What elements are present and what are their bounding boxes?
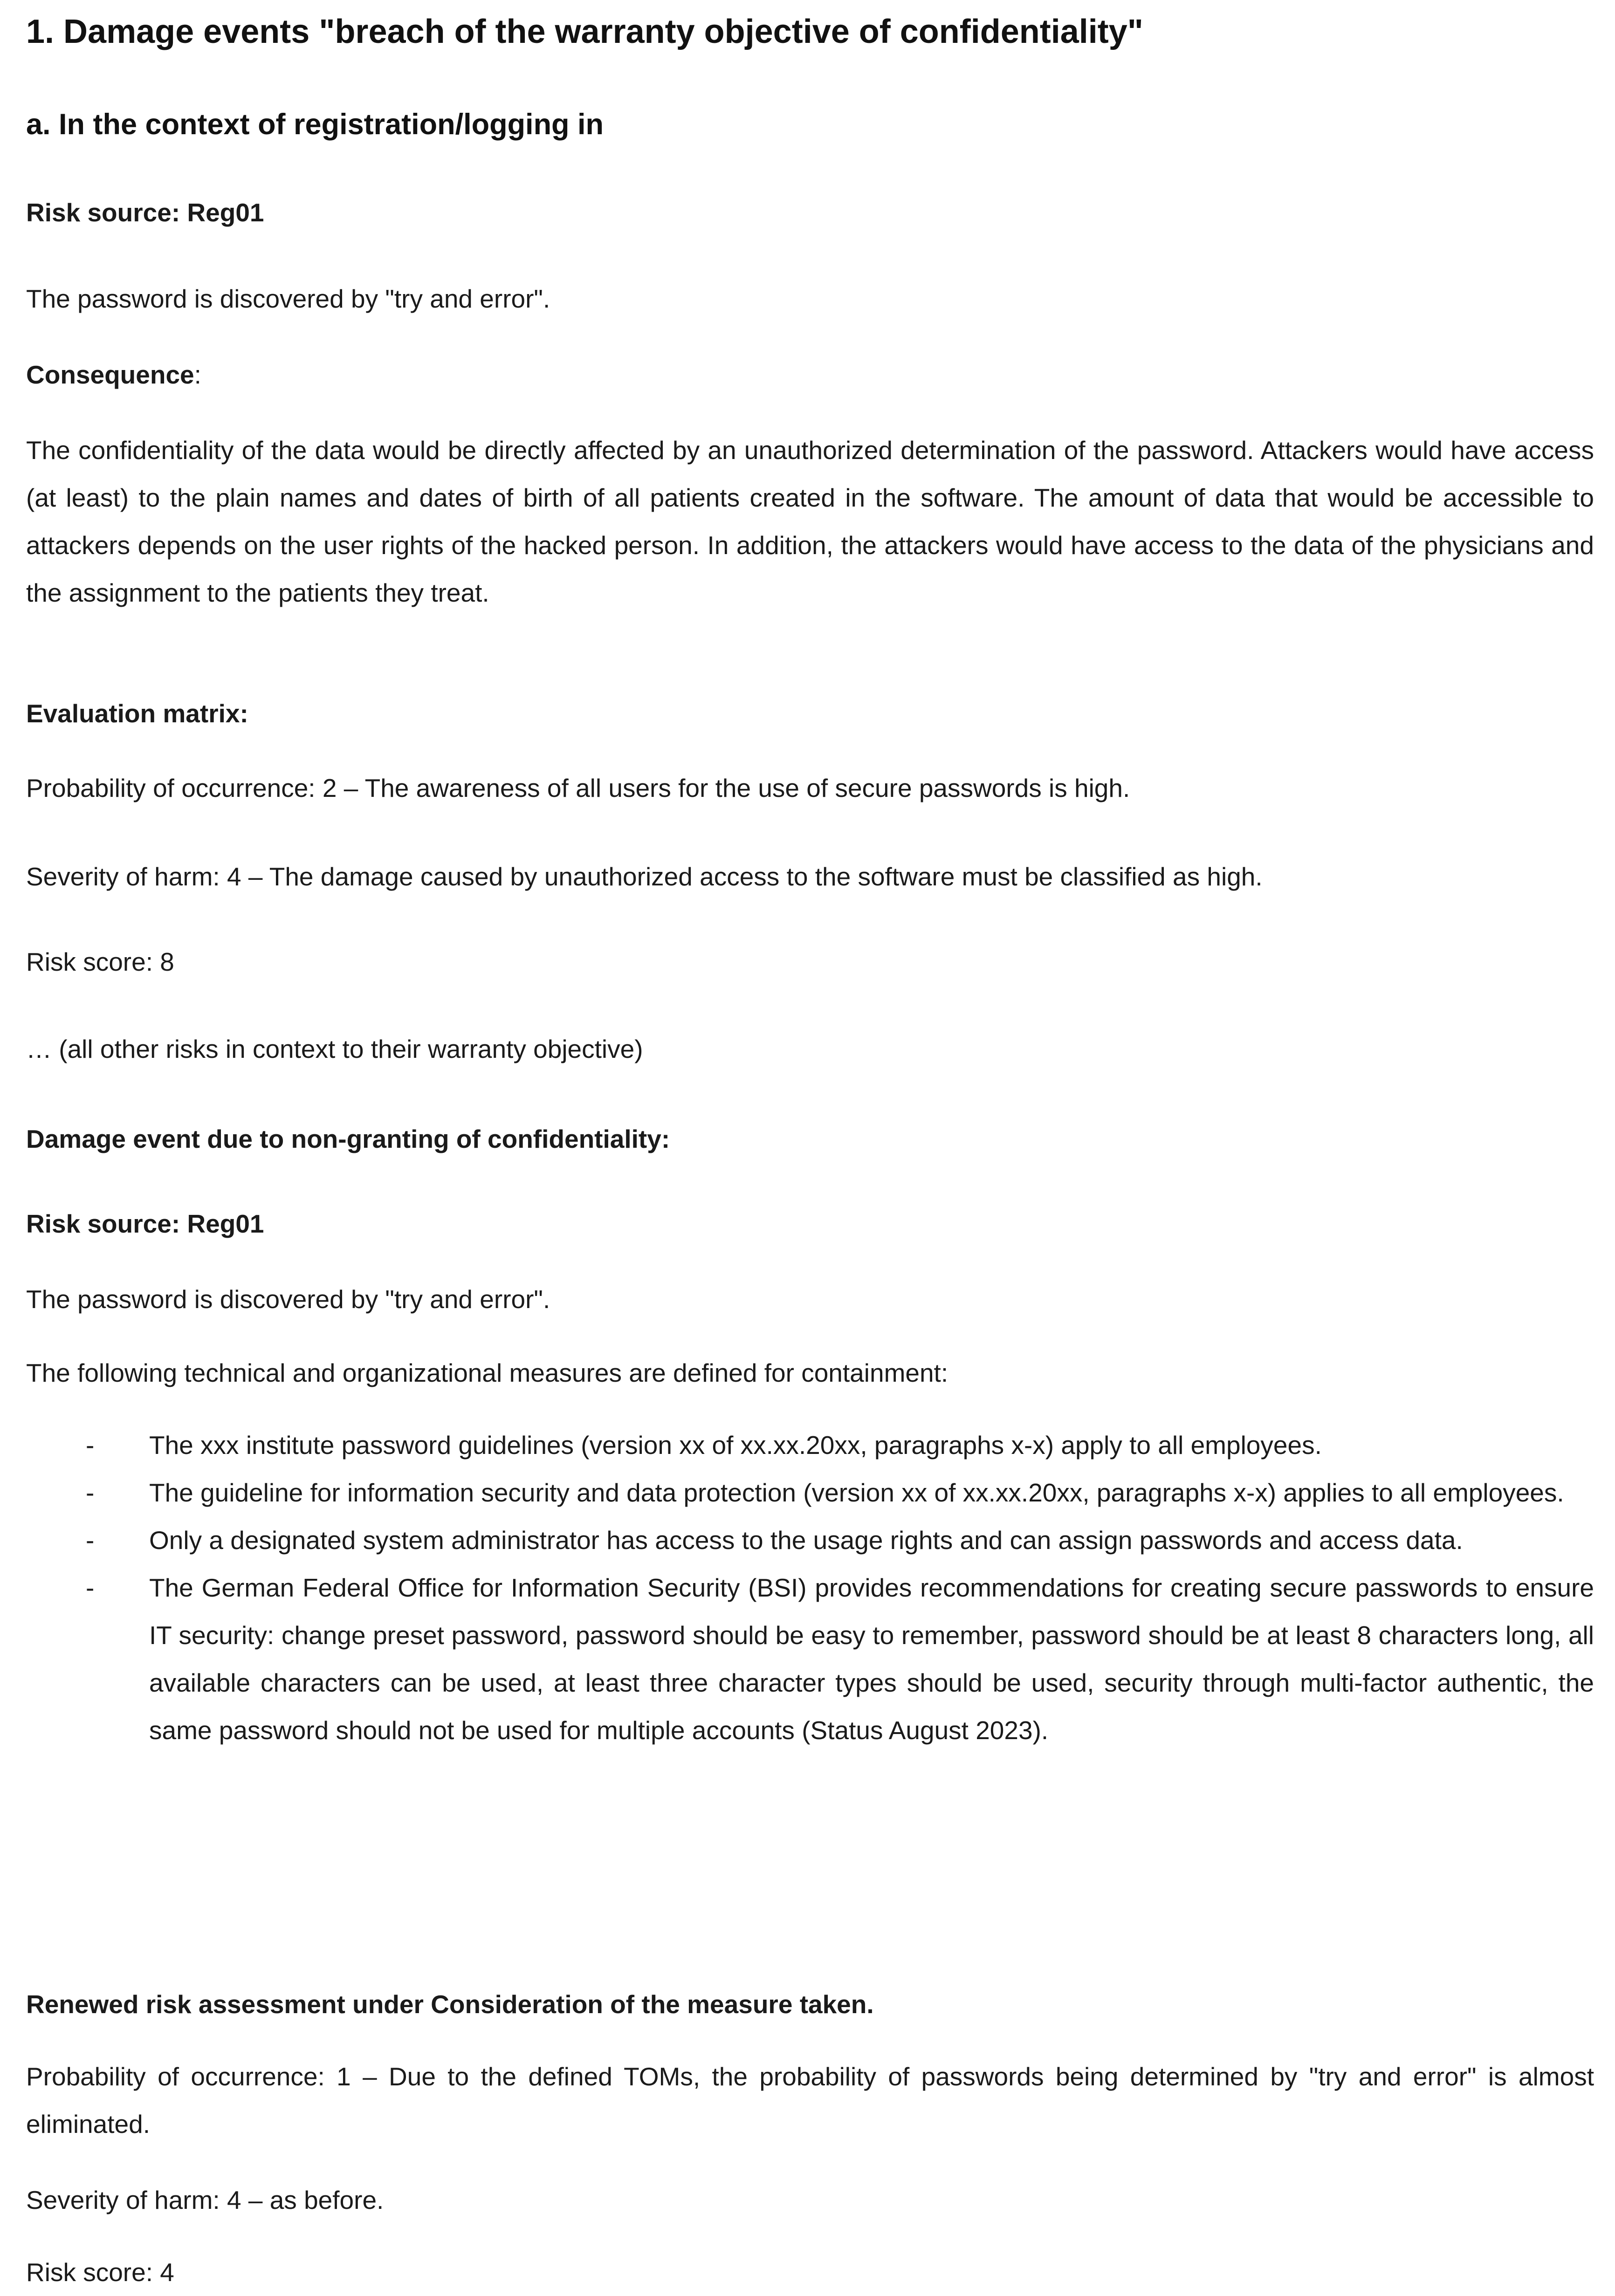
other-risks-note: … (all other risks in context to their warranty objective) <box>26 1035 643 1063</box>
severity-of-harm: Severity of harm: 4 – The damage caused by unauthorized access to the software must be classified as high. <box>26 862 1263 891</box>
section-subtitle: a. In the context of registration/logging in <box>26 108 604 141</box>
risk-source-label: Risk source: Reg01 <box>26 198 264 227</box>
renewed-severity: Severity of harm: 4 – as before. <box>26 2186 384 2214</box>
measure-item <box>26 1564 1594 1754</box>
consequence-label: Consequence <box>26 360 194 389</box>
evaluation-matrix-label: Evaluation matrix: <box>26 699 248 728</box>
measure-item <box>26 1516 1594 1564</box>
bullet-dash: - <box>86 1431 95 1460</box>
measures-list <box>26 1421 1594 1754</box>
risk-description-2: The password is discovered by "try and error". <box>26 1285 550 1314</box>
measure-text: The xxx institute password guidelines (version xx of xx.xx.20xx, paragraphs x-x) apply to all employees. <box>149 1431 1322 1460</box>
risk-score: Risk score: 8 <box>26 947 174 976</box>
measure-item <box>26 1469 1594 1516</box>
renewed-probability: Probability of occurrence: 1 – Due to the defined TOMs, the probability of passwords being determined by "try and error" is almost eliminated. <box>26 2062 1594 2138</box>
damage-event-heading: Damage event due to non-granting of confidentiality: <box>26 1124 670 1153</box>
consequence-heading <box>26 351 1594 398</box>
consequence-text: The confidentiality of the data would be directly affected by an unauthorized determination of the password. Attackers would have access (at least) to the plain names and dates of birth of all patients created in the software. The amount of data that would be accessible to attackers depends on the user rights of the hacked person. In addition, the attackers would have access to the data of the physicians and the assignment to the patients they treat. <box>26 436 1594 607</box>
renewed-risk-score: Risk score: 4 <box>26 2258 174 2287</box>
measure-text: The guideline for information security and data protection (version xx of xx.xx.20xx, paragraphs x-x) applies to all employees. <box>149 1478 1564 1507</box>
risk-source-label-2: Risk source: Reg01 <box>26 1209 264 1238</box>
document-title: 1. Damage events "breach of the warranty objective of confidentiality" <box>26 13 1143 50</box>
measure-text: The German Federal Office for Information Security (BSI) provides recommendations for creating secure passwords to ensure IT security: change preset password, password should be easy to remember, password should be at least 8 characters long, all available characters can be used, at least three character types should be used, security through multi-factor authentic, the same password should not be used for multiple accounts (Status August 2023). <box>149 1573 1594 1745</box>
measure-text: Only a designated system administrator has access to the usage rights and can assign passwords and access data. <box>149 1526 1463 1555</box>
bullet-dash: - <box>86 1573 95 1602</box>
risk-description: The password is discovered by "try and error". <box>26 284 550 313</box>
renewed-assessment-heading: Renewed risk assessment under Consideration of the measure taken. <box>26 1990 874 2019</box>
bullet-dash: - <box>86 1526 95 1555</box>
bullet-dash: - <box>86 1478 95 1507</box>
measure-item <box>26 1421 1594 1469</box>
measures-intro: The following technical and organizational measures are defined for containment: <box>26 1358 948 1387</box>
consequence-colon: : <box>194 360 201 389</box>
probability-of-occurrence: Probability of occurrence: 2 – The awareness of all users for the use of secure passwords is high. <box>26 774 1130 802</box>
